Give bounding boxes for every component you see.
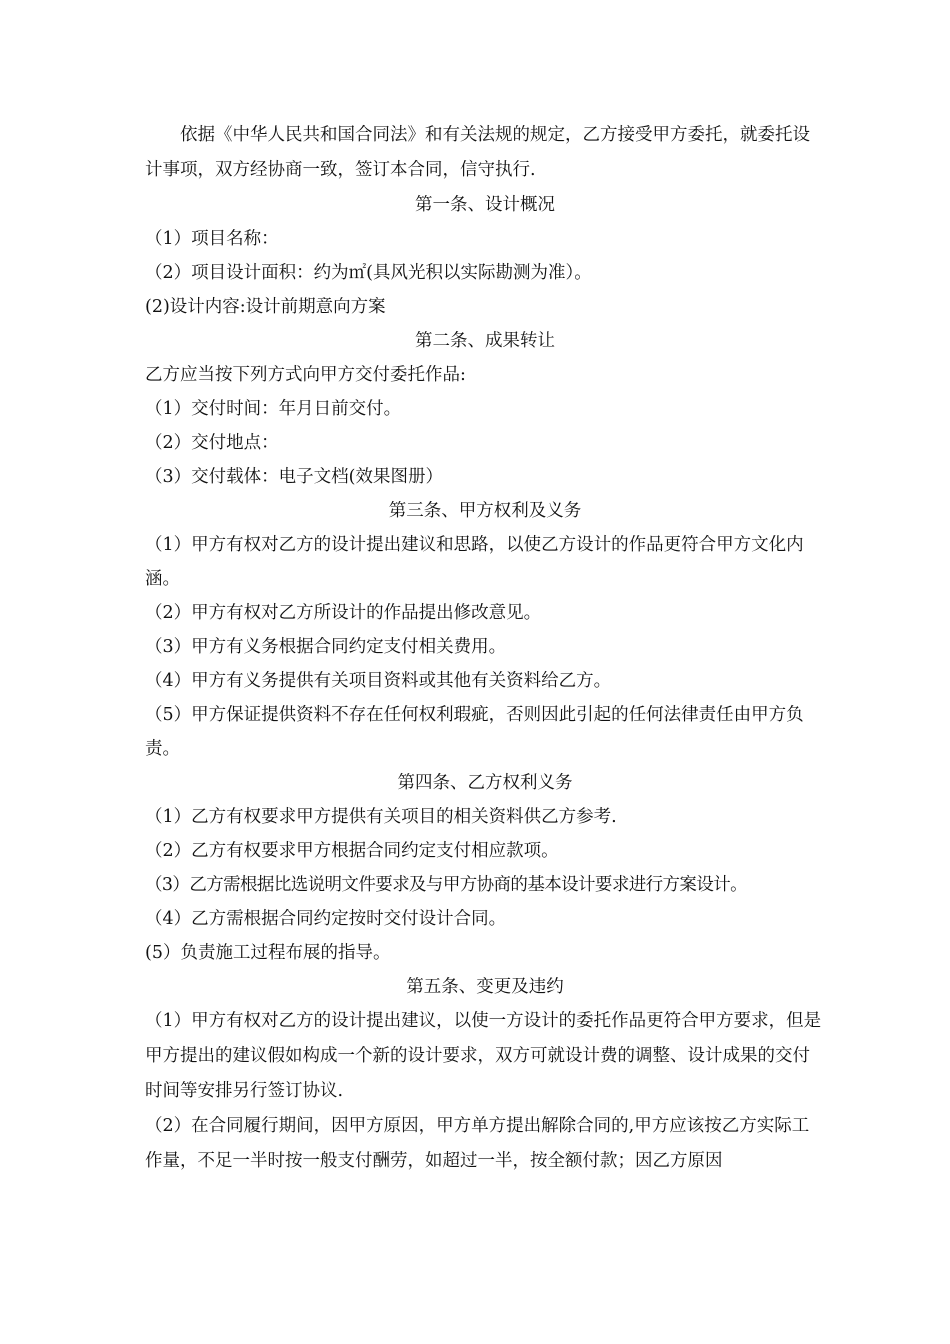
- list-item: (5）负责施工过程布展的指导。: [145, 943, 391, 963]
- contract-page: [145, 118, 825, 1179]
- list-item: (2)设计内容:设计前期意向方案: [145, 297, 386, 317]
- list-item: （1）交付时间：年月日前交付。: [145, 399, 402, 419]
- list-item: （3）甲方有义务根据合同约定支付相关费用。: [145, 637, 507, 657]
- list-item: （2）交付地点：: [145, 433, 279, 453]
- intro-paragraph: [145, 118, 825, 188]
- section-4: [145, 766, 825, 970]
- list-item: （2）在合同履行期间，因甲方原因，甲方单方提出解除合同的,甲方应该按乙方实际工作量，不足一半时按一般支付酬劳，如超过一半，按全额付款；因乙方原因: [145, 1116, 810, 1171]
- intro-text: 依据《中华人民共和国合同法》和有关法规的规定，乙方接受甲方委托，就委托设计事项，双方经协商一致，签订本合同，信守执行.: [145, 125, 810, 180]
- section-title: 第二条、成果转让: [415, 331, 555, 351]
- list-item: （2）项目设计面积：约为㎡(具风光积以实际勘测为准）。: [145, 263, 592, 283]
- section-5: [145, 970, 825, 1179]
- list-item: （1）乙方有权要求甲方提供有关项目的相关资料供乙方参考.: [145, 807, 617, 827]
- list-item: （2）乙方有权要求甲方根据合同约定支付相应款项。: [145, 841, 559, 861]
- section-title: 第四条、乙方权利义务: [397, 773, 573, 793]
- list-item: （1）甲方有权对乙方的设计提出建议，以使一方设计的委托作品更符合甲方要求，但是甲方提出的建议假如构成一个新的设计要求，双方可就设计费的调整、设计成果的交付时间等安排另行签订协议.: [145, 1011, 822, 1101]
- list-item: （2）甲方有权对乙方所设计的作品提出修改意见。: [145, 603, 542, 623]
- section-title: 第三条、甲方权利及义务: [388, 501, 582, 521]
- list-item: 乙方应当按下列方式向甲方交付委托作品:: [145, 365, 466, 385]
- section-3: [145, 494, 825, 766]
- list-item: （3）乙方需根据比选说明文件要求及与甲方协商的基本设计要求进行方案设计。: [145, 875, 748, 895]
- list-item: （4）乙方需根据合同约定按时交付设计合同。: [145, 909, 507, 929]
- section-title: 第五条、变更及违约: [406, 977, 564, 997]
- section-2: [145, 324, 825, 494]
- section-title: 第一条、设计概况: [415, 195, 555, 215]
- list-item: （5）甲方保证提供资料不存在任何权利瑕疵，否则因此引起的任何法律责任由甲方负责。: [145, 705, 804, 759]
- list-item: （1）甲方有权对乙方的设计提出建议和思路，以使乙方设计的作品更符合甲方文化内涵。: [145, 535, 804, 589]
- section-1: [145, 188, 825, 324]
- list-item: （1）项目名称：: [145, 229, 279, 249]
- list-item: （3）交付载体：电子文档(效果图册）: [145, 467, 443, 487]
- list-item: （4）甲方有义务提供有关项目资料或其他有关资料给乙方。: [145, 671, 612, 691]
